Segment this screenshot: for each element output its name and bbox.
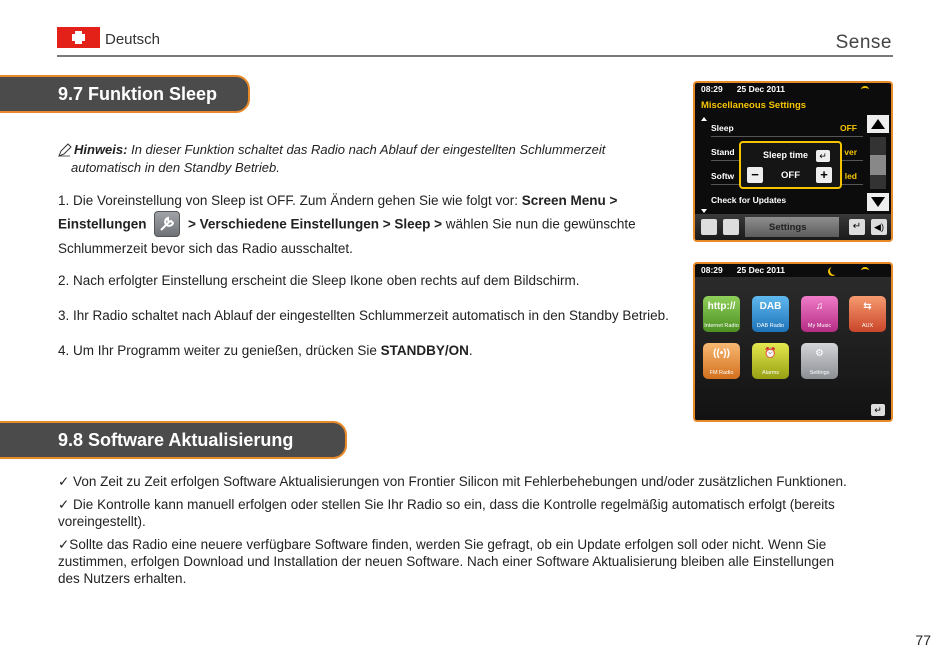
wifi-icon bbox=[861, 86, 869, 93]
settings-icon bbox=[154, 211, 180, 237]
step-1-text-a: 1. Die Voreinstellung von Sleep ist OFF. Zum Ändern gehen Sie wie folgt vor: bbox=[58, 193, 522, 208]
caret-down-icon bbox=[701, 209, 707, 213]
check-item-1: ✓ Von Zeit zu Zeit erfolgen Software Aktualisierungen von Frontier Silicon mit Fehlerbehebungen und/oder zusätzlichen Funktionen. bbox=[58, 474, 847, 489]
minus-button[interactable]: − bbox=[747, 167, 763, 183]
status-date: 25 Dec 2011 bbox=[736, 265, 785, 275]
step-1-einstellungen: Einstellungen bbox=[58, 216, 147, 232]
tile-alarms[interactable]: ⏰ Alarms bbox=[752, 343, 789, 379]
tile-dab-radio[interactable]: DAB DAB Radio bbox=[752, 296, 789, 332]
step-4-standby: STANDBY/ON bbox=[380, 343, 469, 358]
header-divider bbox=[57, 55, 893, 57]
status-date: 25 Dec 2011 bbox=[736, 84, 785, 94]
screenshot-home-menu bbox=[693, 262, 893, 422]
bottom-label: Settings bbox=[769, 222, 807, 233]
brand-name: Sense bbox=[835, 32, 892, 53]
scroll-up-icon[interactable] bbox=[867, 115, 889, 133]
check-item-2: ✓ Die Kontrolle kann manuell erfolgen oder stellen Sie Ihr Radio so ein, dass die Kontrolle regelmäßig automatisch erfolgt (bereits voreingestellt). bbox=[58, 497, 835, 529]
list-item[interactable]: Sleep OFF bbox=[711, 119, 863, 137]
step-1-screen-menu: Screen Menu > bbox=[521, 193, 618, 208]
section-title-software-update: 9.8 Software Aktualisierung bbox=[0, 421, 347, 459]
note-block bbox=[58, 141, 658, 177]
caret-up-icon bbox=[701, 117, 707, 121]
pencil-icon bbox=[58, 143, 72, 157]
back-icon[interactable]: ↵ bbox=[871, 404, 885, 416]
list-item[interactable]: Stand ver bbox=[711, 143, 863, 161]
tile-internet-radio[interactable]: http:// Internet Radio bbox=[703, 296, 740, 332]
page-number: 77 bbox=[915, 632, 931, 648]
list-item[interactable]: Softw led bbox=[711, 167, 863, 185]
popup-title: Sleep time bbox=[763, 150, 809, 160]
note-text-1: In dieser Funktion schaltet das Radio nach Ablauf der eingestellten Schlummerzeit bbox=[127, 142, 606, 157]
step-1-text-e: wählen Sie nun die gewünschte bbox=[445, 216, 636, 232]
tile-settings[interactable]: ⚙ Settings bbox=[801, 343, 838, 379]
step-1-path: > Verschiedene Einstellungen > Sleep > bbox=[184, 216, 446, 232]
swiss-flag-icon bbox=[57, 27, 100, 48]
step-3: 3. Ihr Radio schaltet nach Ablauf der eingestellten Schlummerzeit automatisch in den Standby Betrieb. bbox=[58, 308, 669, 323]
section-title-sleep: 9.7 Funktion Sleep bbox=[0, 75, 250, 113]
step-4-text-a: 4. Um Ihr Programm weiter zu genießen, drücken Sie bbox=[58, 343, 381, 358]
step-4 bbox=[58, 340, 473, 362]
tile-fm-radio[interactable]: ((•)) FM Radio bbox=[703, 343, 740, 379]
step-1-text-f: Schlummerzeit bevor sich das Radio ausschaltet. bbox=[58, 241, 353, 256]
volume-icon[interactable]: ◀) bbox=[871, 219, 887, 235]
list-icon[interactable] bbox=[723, 219, 739, 235]
scrollbar[interactable] bbox=[867, 115, 889, 211]
plus-button[interactable]: + bbox=[816, 167, 832, 183]
scroll-thumb[interactable] bbox=[870, 155, 886, 175]
back-icon[interactable]: ↵ bbox=[849, 219, 865, 235]
step-2: 2. Nach erfolgter Einstellung erscheint die Sleep Ikone oben rechts auf dem Bildschirm. bbox=[58, 273, 580, 288]
status-bar bbox=[695, 83, 891, 96]
note-text-2: automatisch in den Standby Betrieb. bbox=[71, 160, 280, 175]
popup-value: OFF bbox=[781, 170, 800, 181]
list-item[interactable]: Check for Updates bbox=[711, 195, 787, 205]
sleep-moon-icon bbox=[830, 266, 839, 275]
step-4-text-c: . bbox=[468, 343, 473, 358]
status-time: 08:29 bbox=[701, 84, 723, 94]
scroll-down-icon[interactable] bbox=[867, 193, 889, 211]
step-1 bbox=[58, 190, 678, 260]
wifi-icon bbox=[861, 267, 869, 274]
bottom-bar bbox=[695, 214, 891, 240]
tile-aux[interactable]: ⇆ AUX bbox=[849, 296, 886, 332]
screenshot-misc-settings bbox=[693, 81, 893, 242]
language-label: Deutsch bbox=[105, 31, 161, 48]
tile-my-music[interactable]: ♫ My Music bbox=[801, 296, 838, 332]
note-label: Hinweis: bbox=[74, 142, 128, 157]
status-time: 08:29 bbox=[701, 265, 723, 275]
grid-icon[interactable] bbox=[701, 219, 717, 235]
status-bar bbox=[695, 264, 891, 277]
check-item-3: ✓Sollte das Radio eine neuere verfügbare Software finden, werden Sie gefragt, ob ein Update erfolgen soll oder nicht. Wenn Sie zustimmen, erfolgen Download und Installation der neuen Software. Nach einer Software Aktualisierung bleiben alle Einstellungen des Nutzers erhalten. bbox=[58, 537, 834, 586]
screen-title: Miscellaneous Settings bbox=[701, 100, 807, 111]
back-icon[interactable]: ↵ bbox=[816, 150, 830, 162]
sleep-time-popup bbox=[739, 141, 842, 189]
